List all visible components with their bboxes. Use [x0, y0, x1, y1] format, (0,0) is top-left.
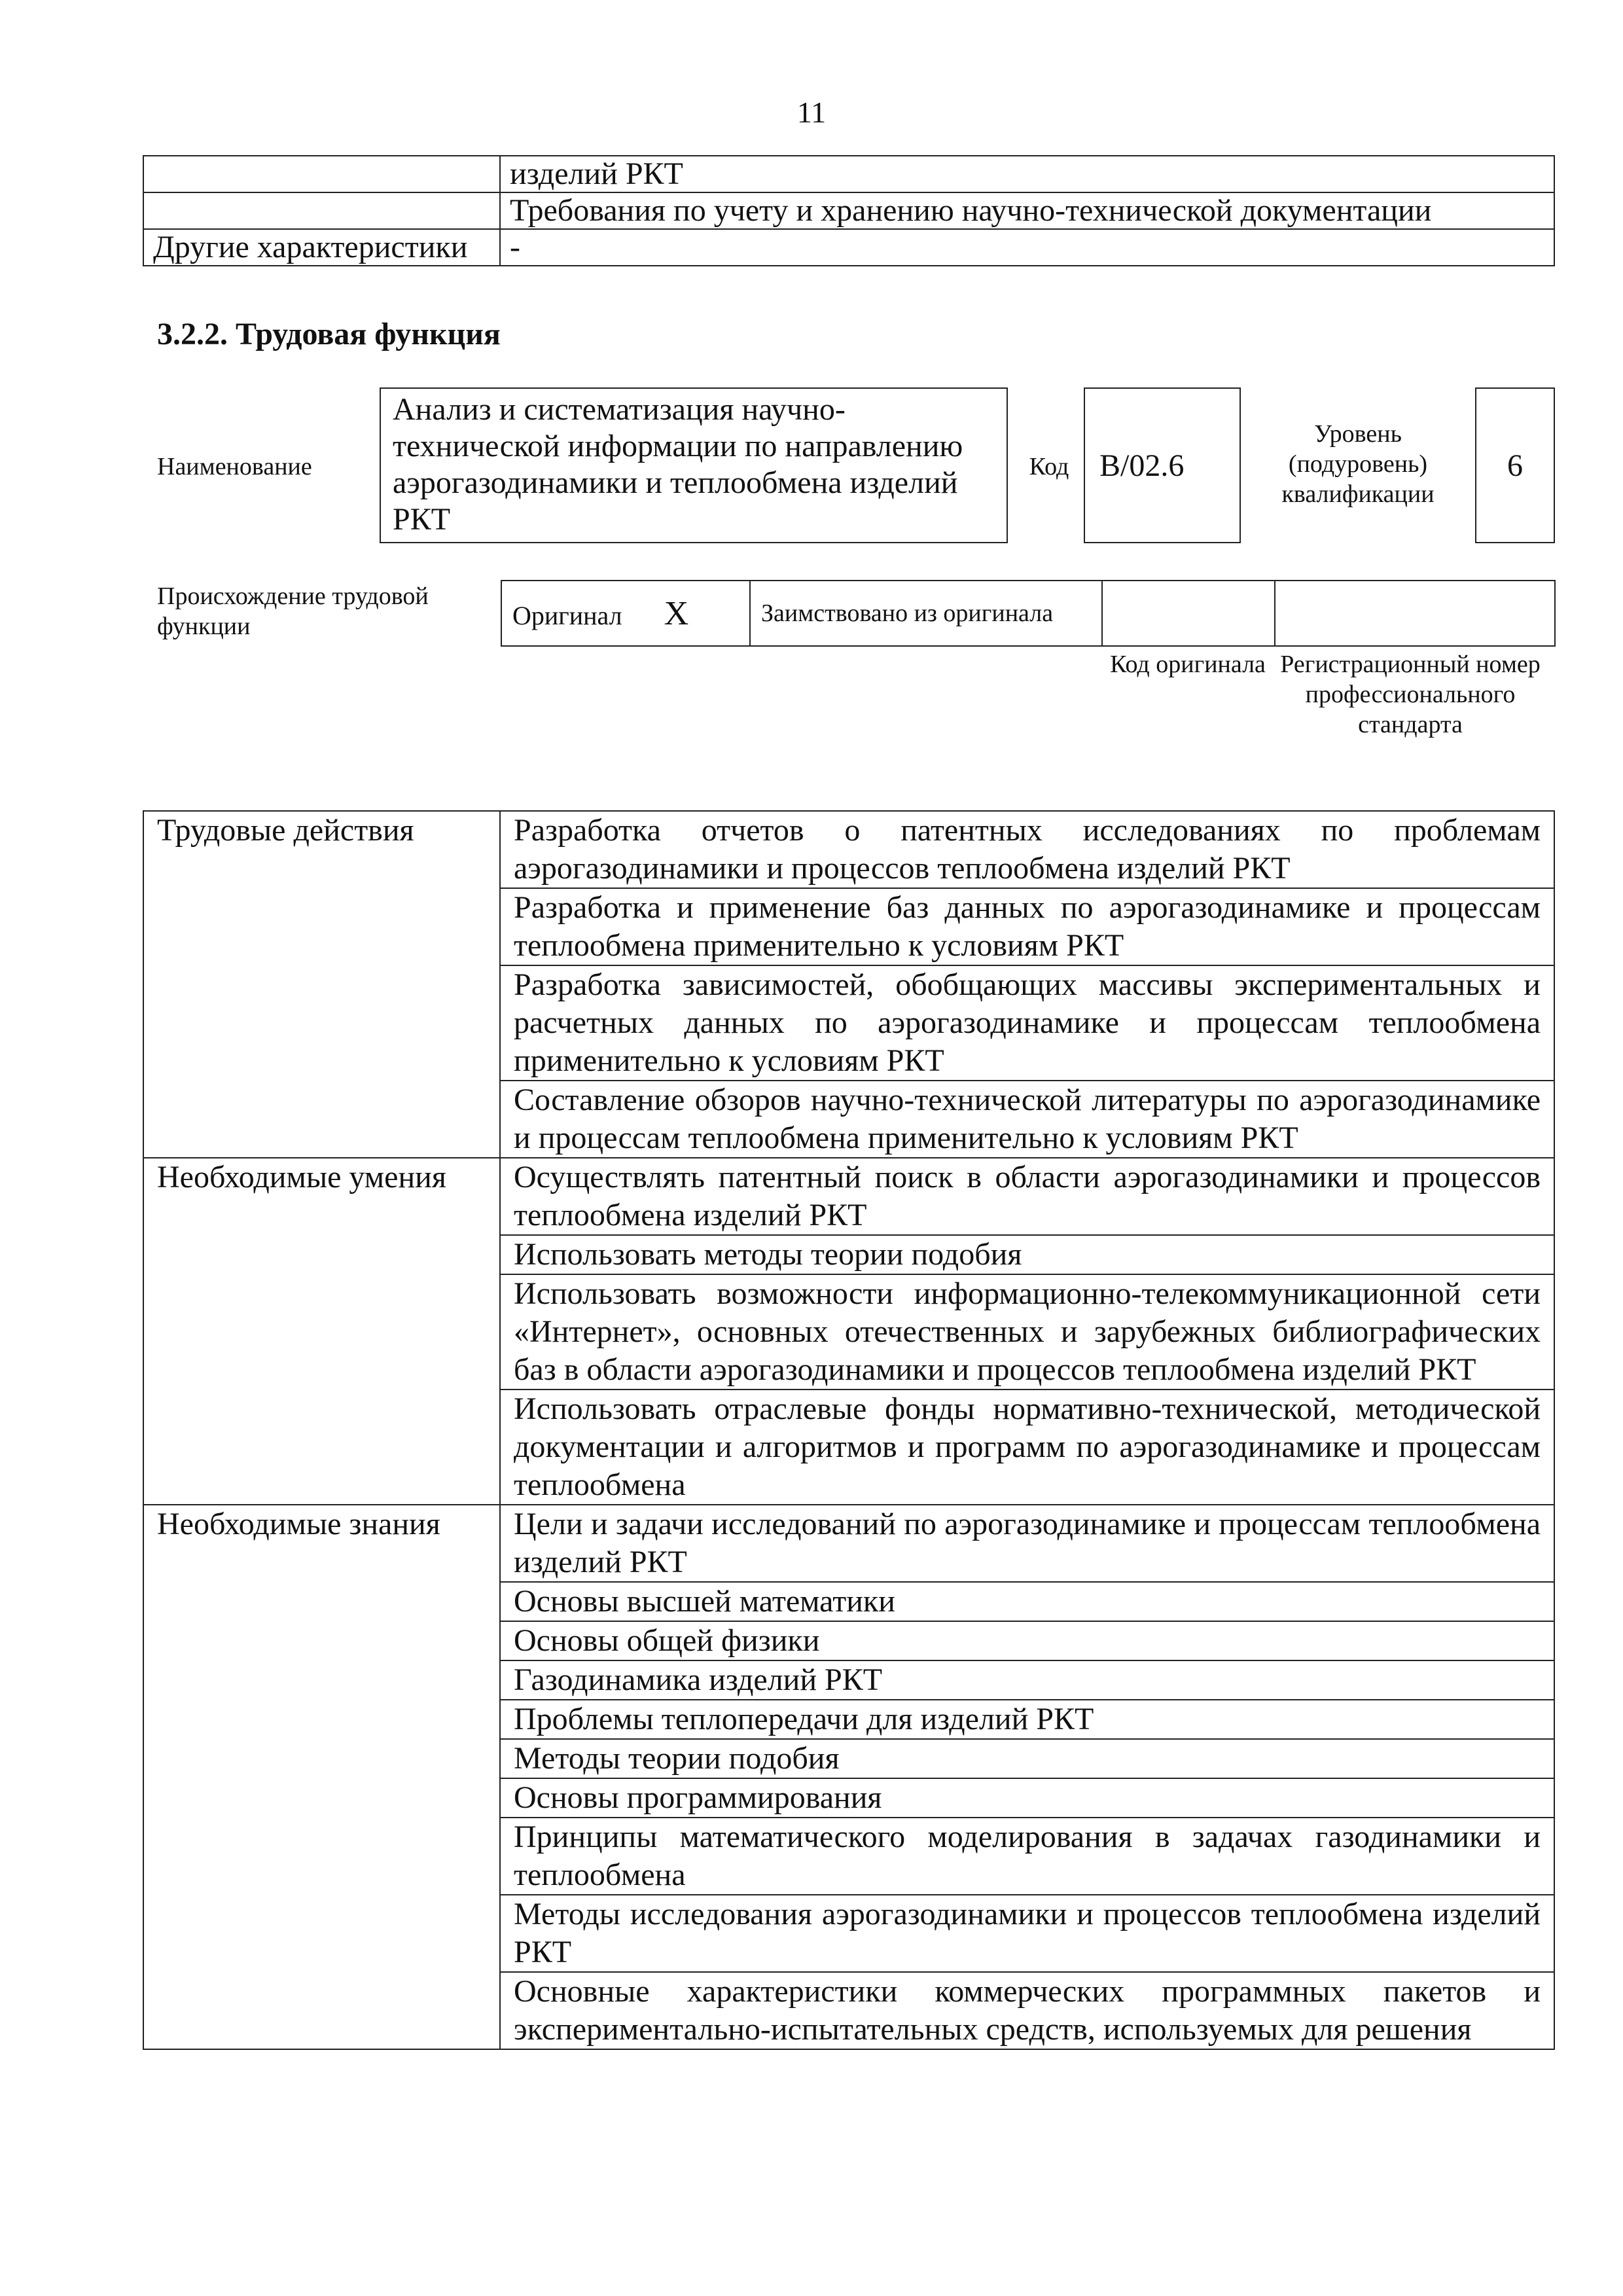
labor-actions-item: Разработка и применение баз данных по аэрогазодинамике и процессам теплообмена применительно к условиям РКТ	[500, 888, 1554, 965]
knowledge-item: Газодинамика изделий РКТ	[500, 1660, 1554, 1700]
labor-actions-item: Разработка отчетов о патентных исследованиях по проблемам аэрогазодинамики и процессов теплообмена изделий РКТ	[500, 811, 1554, 888]
section-heading: 3.2.2. Трудовая функция	[157, 317, 501, 351]
knowledge-item: Методы теории подобия	[500, 1739, 1554, 1778]
knowledge-item: Принципы математического моделирования в задачах газодинамики и теплообмена	[500, 1818, 1554, 1895]
original-label: Оригинал	[512, 600, 622, 630]
knowledge-item: Методы исследования аэрогазодинамики и процессов теплообмена изделий РКТ	[500, 1895, 1554, 1972]
requirement-cell: Требования по учету и хранению научно-технической документации	[500, 192, 1554, 229]
qualification-level-label: Уровень (подуровень) квалификации	[1281, 420, 1435, 508]
skills-item: Осуществлять патентный поиск в области аэрогазодинамики и процессов теплообмена изделий РКТ	[500, 1158, 1554, 1235]
registration-number-caption: Регистрационный номер профессионального стандарта	[1280, 651, 1541, 738]
registration-number-cell	[1275, 581, 1555, 646]
labor-actions-item: Составление обзоров научно-технической литературы по аэрогазодинамике и процессам теплообмена применительно к условиям РКТ	[500, 1081, 1554, 1158]
skills-item: Использовать отраслевые фонды нормативно-технической, методической документации и алгоритмов и программ по аэрогазодинамике и процессам теплообмена	[500, 1390, 1554, 1505]
table-row	[143, 811, 1554, 888]
knowledge-item: Цели и задачи исследований по аэрогазодинамике и процессам теплообмена изделий РКТ	[500, 1505, 1554, 1582]
origin-label: Происхождение трудовой функции	[157, 583, 429, 640]
original-code-cell	[1102, 581, 1275, 646]
labor-actions-label: Трудовые действия	[143, 811, 500, 1158]
function-name-box: Анализ и систематизация научно-технической информации по направлению аэрогазодинамики и теплообмена изделий РКТ	[380, 387, 1008, 543]
knowledge-item: Проблемы теплопередачи для изделий РКТ	[500, 1700, 1554, 1739]
knowledge-label: Необходимые знания	[143, 1505, 500, 2049]
other-characteristics-value: -	[500, 229, 1554, 266]
table-row	[143, 1158, 1554, 1235]
original-cell	[501, 581, 750, 646]
page-number: 11	[796, 96, 827, 129]
requirement-cell: изделий РКТ	[500, 156, 1554, 192]
table-row	[143, 1505, 1554, 1582]
labor-function-table	[143, 810, 1555, 2050]
knowledge-item: Основы программирования	[500, 1778, 1554, 1818]
continuation-table	[143, 155, 1555, 266]
code-value-box: В/02.6	[1084, 387, 1241, 543]
labor-actions-item: Разработка зависимостей, обобщающих массивы экспериментальных и расчетных данных по аэрогазодинамике и процессам теплообмена применительно к условиям РКТ	[500, 965, 1554, 1081]
knowledge-item: Основы высшей математики	[500, 1582, 1554, 1621]
skills-label: Необходимые умения	[143, 1158, 500, 1505]
origin-table	[501, 580, 1556, 647]
name-label: Наименование	[157, 453, 312, 480]
knowledge-item: Основные характеристики коммерческих программных пакетов и экспериментально-испытательных средств, используемых для решения	[500, 1972, 1554, 2049]
qualification-level-box: 6	[1475, 387, 1555, 543]
skills-item: Использовать методы теории подобия	[500, 1235, 1554, 1274]
empty-cell	[143, 156, 500, 192]
knowledge-item: Основы общей физики	[500, 1621, 1554, 1660]
code-label: Код	[1029, 453, 1069, 480]
skills-item: Использовать возможности информационно-телекоммуникационной сети «Интернет», основных отечественных и зарубежных библиографических баз в области аэрогазодинамики и процессов теплообмена изделий РКТ	[500, 1274, 1554, 1390]
other-characteristics-label: Другие характеристики	[143, 229, 500, 266]
empty-cell	[143, 192, 500, 229]
borrowed-cell: Заимствовано из оригинала	[750, 581, 1102, 646]
original-mark: X	[664, 594, 689, 632]
original-code-caption: Код оригинала	[1110, 651, 1266, 678]
